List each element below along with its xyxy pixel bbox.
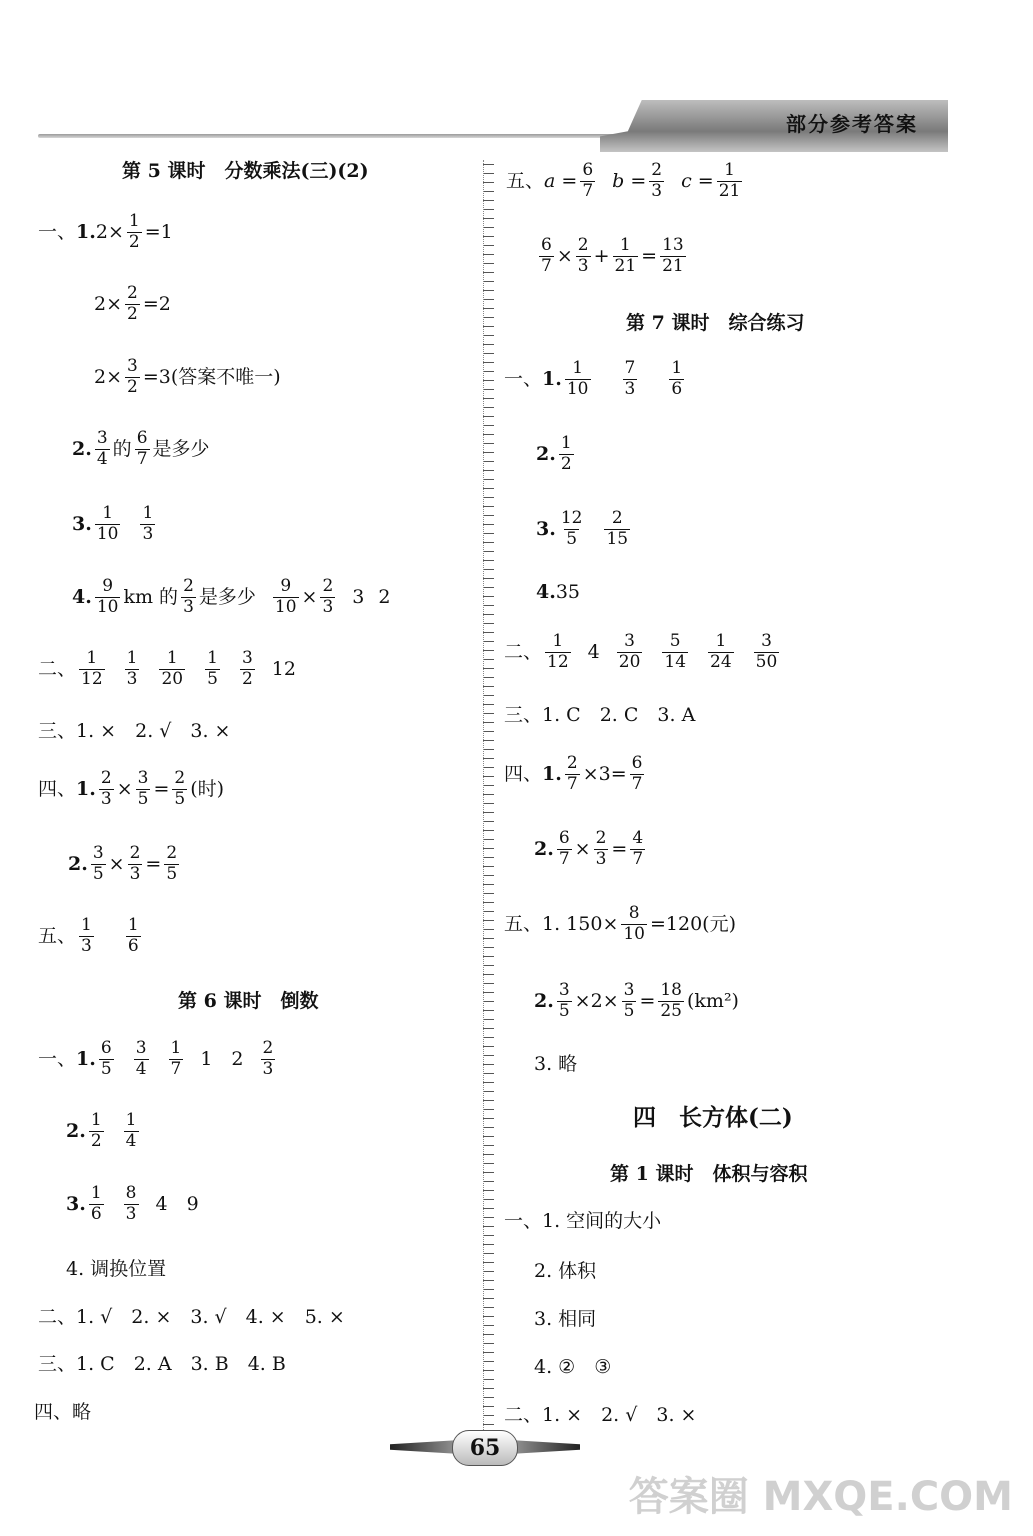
u1-one-4: 4. ② ③	[534, 1356, 612, 1378]
l5-one-1c	[94, 358, 281, 397]
value: 4	[587, 640, 600, 663]
lesson5-title: 第 5 课时 分数乘法(三)(2)	[122, 160, 369, 182]
fraction: $\frac{3}{5}$	[623, 980, 635, 1021]
fraction: $\frac{2}{5}$	[166, 843, 178, 884]
value: 2	[590, 989, 603, 1012]
u1-two: 二、1. × 2. √ 3. ×	[504, 1404, 697, 1426]
l5-two	[38, 650, 296, 689]
fraction: $\frac{1}{5}$	[207, 648, 218, 689]
unit: (km²)	[687, 989, 739, 1012]
r-five-1	[504, 905, 736, 944]
fraction: $\frac{1}{10}$	[96, 503, 119, 544]
fraction: $\frac{2}{3}$	[129, 843, 141, 884]
fraction: $\frac{12}{5}$	[560, 508, 583, 549]
value: 3	[352, 585, 365, 608]
l5-one-2	[72, 430, 210, 469]
op: ×	[108, 852, 125, 875]
label: 四、	[504, 762, 543, 785]
fraction: $\frac{2}{5}$	[174, 768, 186, 809]
fraction: $\frac{6}{7}$	[136, 428, 148, 469]
label: 一、	[504, 367, 543, 390]
value: 2	[94, 365, 107, 388]
fraction: $\frac{3}{5}$	[558, 980, 570, 1021]
text: 是多少	[152, 437, 210, 460]
op: ×	[106, 292, 123, 315]
value: 2	[94, 292, 107, 315]
op: =	[145, 852, 162, 875]
l6-one-2	[66, 1112, 142, 1151]
value: 2	[158, 292, 171, 315]
text: 1. × 2. √ 3. ×	[76, 720, 231, 742]
fraction: $\frac{6}{7}$	[558, 828, 570, 869]
r-four-1	[504, 755, 647, 794]
value: 2	[378, 585, 391, 608]
fraction: $\frac{2}{3}$	[322, 576, 334, 617]
fraction: $\frac{1}{6}$	[90, 1183, 102, 1224]
fraction: $\frac{2}{15}$	[606, 508, 629, 549]
label: 一、	[38, 220, 77, 243]
fraction: $\frac{1}{12}$	[547, 631, 569, 672]
label: 2.	[534, 989, 554, 1012]
label: 三、	[38, 720, 77, 742]
l5-five	[38, 917, 144, 956]
fraction: $\frac{2}{3}$	[577, 235, 589, 276]
label: 3.	[72, 512, 92, 535]
op: =	[611, 837, 628, 860]
u1-title: 第 1 课时 体积与容积	[610, 1163, 808, 1185]
var: b =	[612, 169, 647, 192]
fraction: $\frac{6}{7}$	[631, 753, 643, 794]
u1-one-1: 一、1. 空间的大小	[504, 1210, 662, 1232]
value: 120(元)	[665, 912, 737, 935]
footer-wing-left	[390, 1440, 460, 1454]
values: 1 2	[200, 1047, 244, 1070]
op: ×	[574, 989, 591, 1012]
label: 一、	[38, 1047, 77, 1070]
fraction: $\frac{6}{7}$	[582, 160, 594, 201]
unit-title: 四 长方体(二)	[633, 1104, 793, 1131]
var: a =	[544, 169, 578, 192]
u1-one-2: 2. 体积	[534, 1260, 597, 1282]
text: 是多少	[198, 585, 256, 608]
fraction: $\frac{3}{5}$	[92, 843, 104, 884]
r-one-4	[536, 583, 580, 602]
r-two	[504, 633, 782, 672]
fraction: $\frac{1}{3}$	[142, 503, 154, 544]
r-one-1	[504, 360, 687, 399]
op: ×	[602, 912, 619, 935]
u1-one-3: 3. 相同	[534, 1308, 597, 1330]
fraction: $\frac{6}{7}$	[541, 235, 552, 276]
fraction: $\frac{6}{5}$	[100, 1038, 112, 1079]
fraction: $\frac{3}{4}$	[96, 428, 108, 469]
l6-four: 四、略	[34, 1401, 92, 1423]
l6-one-3	[66, 1185, 199, 1224]
fraction: $\frac{1}{6}$	[127, 915, 139, 956]
fraction: $\frac{1}{3}$	[126, 648, 138, 689]
op: ×	[106, 365, 123, 388]
fraction: $\frac{4}{7}$	[632, 828, 644, 869]
fraction: $\frac{1}{7}$	[170, 1038, 182, 1079]
fraction: $\frac{2}{3}$	[651, 160, 663, 201]
op: =	[142, 365, 159, 388]
r-four-2	[534, 830, 648, 869]
op: +	[593, 244, 610, 267]
op: =	[153, 777, 170, 800]
fraction: $\frac{1}{3}$	[81, 915, 92, 956]
fraction: $\frac{8}{3}$	[125, 1183, 137, 1224]
page-footer	[390, 1428, 580, 1468]
lesson7-title: 第 7 课时 综合练习	[626, 312, 805, 334]
footer-wing-right	[510, 1440, 580, 1454]
fraction: $\frac{18}{25}$	[660, 980, 682, 1021]
page-number: 65	[452, 1430, 518, 1466]
fraction: $\frac{13}{21}$	[662, 235, 684, 276]
fraction: $\frac{2}{2}$	[127, 283, 138, 324]
fraction: $\frac{8}{10}$	[623, 903, 645, 944]
fraction: $\frac{3}{20}$	[618, 631, 641, 672]
value: 1	[160, 220, 173, 243]
value: 12	[271, 657, 296, 680]
fraction: $\frac{1}{6}$	[671, 358, 683, 399]
l5-three	[38, 722, 230, 741]
note: (答案不唯一)	[170, 365, 281, 388]
value: 3	[598, 762, 611, 785]
value: 3	[158, 365, 171, 388]
r-one-3	[536, 510, 633, 549]
label: 五、	[38, 924, 77, 947]
op: =	[142, 292, 159, 315]
fraction: $\frac{3}{2}$	[127, 356, 138, 397]
values: 4 9	[155, 1192, 199, 1215]
lesson6-title: 第 6 课时 倒数	[178, 990, 319, 1012]
op: ×	[574, 837, 591, 860]
label: 2.	[534, 837, 554, 860]
l5-one-1	[38, 213, 173, 252]
fraction: $\frac{2}{3}$	[595, 828, 607, 869]
header-title: 部分参考答案	[786, 112, 918, 136]
l6-two: 二、1. √ 2. × 3. √ 4. × 5. ×	[38, 1306, 345, 1328]
fraction: $\frac{1}{12}$	[81, 648, 103, 689]
label: 二、	[504, 640, 543, 663]
op: =	[610, 762, 627, 785]
fraction: $\frac{1}{2}$	[560, 433, 572, 474]
r-five-values	[506, 162, 745, 201]
r-five-expr	[536, 237, 689, 276]
label: 五、	[506, 169, 545, 192]
label: 四、	[38, 777, 77, 800]
fraction: $\frac{5}{14}$	[664, 631, 687, 672]
label: 1.	[542, 762, 562, 785]
label: 3.	[66, 1192, 86, 1215]
l5-one-3	[72, 505, 158, 544]
label: 1.	[76, 220, 96, 243]
fraction: $\frac{9}{10}$	[96, 576, 119, 617]
fraction: $\frac{1}{10}$	[566, 358, 589, 399]
label: 2.	[536, 442, 556, 465]
fraction: $\frac{3}{2}$	[241, 648, 253, 689]
label: 2.	[72, 437, 92, 460]
text: km 的	[123, 585, 179, 608]
fraction: $\frac{2}{3}$	[100, 768, 112, 809]
op: ×	[116, 777, 133, 800]
fraction: $\frac{2}{3}$	[262, 1038, 274, 1079]
label: 1.	[542, 367, 562, 390]
fraction: $\frac{3}{4}$	[135, 1038, 147, 1079]
header-rule	[38, 134, 678, 138]
text: 的	[112, 437, 132, 460]
var: c =	[681, 169, 714, 192]
fraction: $\frac{1}{2}$	[90, 1110, 102, 1151]
label: 4.	[72, 585, 92, 608]
fraction: $\frac{1}{21}$	[718, 160, 741, 201]
fraction: $\frac{1}{4}$	[125, 1110, 137, 1151]
l5-four-1: 四、 1. $\frac{2}{3}$ × $\frac{3}{5}$ = $\frac{2}{5}$ (时)	[38, 768, 225, 809]
label: 3.	[536, 517, 556, 540]
l5-one-1b	[94, 285, 171, 324]
fraction: $\frac{3}{5}$	[137, 768, 149, 809]
r-five-3: 3. 略	[534, 1053, 578, 1075]
op: =	[650, 912, 666, 935]
fraction: $\frac{1}{21}$	[614, 235, 637, 276]
label: 2.	[66, 1119, 86, 1142]
op: ×	[556, 244, 573, 267]
op: ×	[602, 989, 619, 1012]
label: 2.	[68, 852, 88, 875]
op: ×	[582, 762, 599, 785]
fraction: $\frac{1}{24}$	[710, 631, 732, 672]
op: =	[641, 244, 658, 267]
l6-one-1: 一、 1. $\frac{6}{5}$ $\frac{3}{4}$ $\frac{1}{7}$ 1 2 $\frac{2}{3}$	[38, 1038, 274, 1079]
l5-four-2	[68, 845, 182, 884]
op: ×	[107, 220, 124, 243]
l6-one-4: 4. 调换位置	[66, 1258, 167, 1280]
r-one-2	[536, 435, 577, 474]
value: 35	[555, 581, 581, 603]
l5-one-4	[72, 578, 390, 617]
watermark: 答案圈 MXQE.COM	[628, 1474, 1013, 1520]
op: ×	[301, 585, 318, 608]
unit: (时)	[190, 777, 225, 800]
op: =	[144, 220, 161, 243]
fraction: $\frac{2}{3}$	[183, 576, 194, 617]
label: 4.	[536, 581, 556, 603]
r-three: 三、1. C 2. C 3. A	[504, 704, 696, 726]
fraction: $\frac{2}{7}$	[566, 753, 578, 794]
label: 二、	[38, 657, 77, 680]
fraction: $\frac{9}{10}$	[274, 576, 297, 617]
fraction: $\frac{3}{50}$	[755, 631, 778, 672]
column-divider	[483, 160, 494, 1430]
r-five-2	[534, 982, 739, 1021]
fraction: $\frac{1}{2}$	[128, 211, 140, 252]
l6-three: 三、1. C 2. A 3. B 4. B	[38, 1353, 286, 1375]
fraction: $\frac{1}{20}$	[161, 648, 184, 689]
fraction: $\frac{7}{3}$	[624, 358, 636, 399]
text: 五、1. 150	[504, 912, 603, 935]
op: =	[639, 989, 656, 1012]
value: 2	[95, 220, 108, 243]
